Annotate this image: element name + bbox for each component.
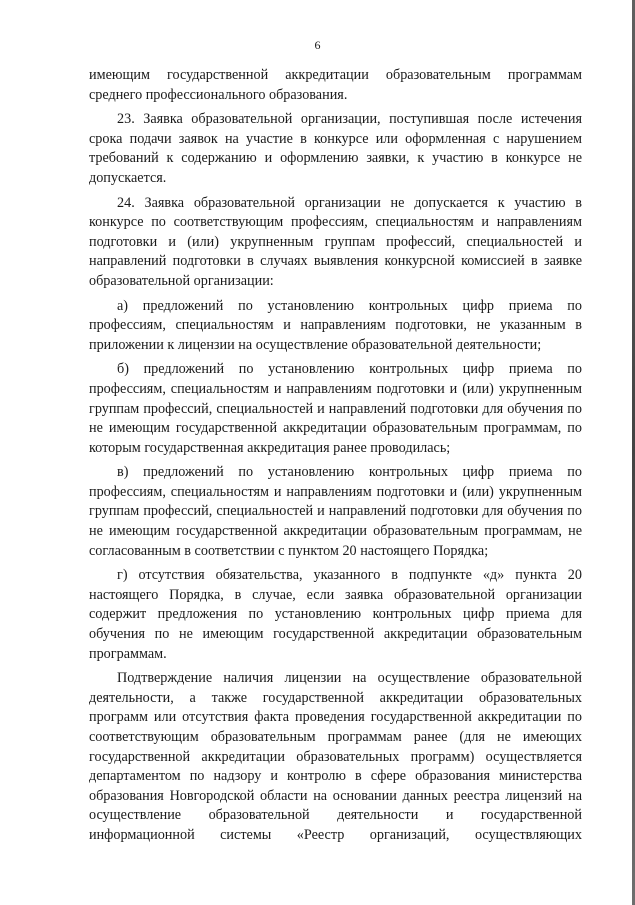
page-number: 6 — [314, 38, 321, 52]
paragraph-item-24: 24. Заявка образовательной организации не допускается к участию в конкурсе по соответствующим профессиям, специальностям и направлениям подготовки и (или) укрупненным группам профессий, специальностей и направлений подготовки в случаях выявления конкурсной комиссией в заявке образовательной организации: — [89, 194, 582, 289]
subparagraph-g: г) отсутствия обязательства, указанного в подпункте «д» пункта 20 настоящего Порядка, в случае, если заявка образовательной организации содержит предложения по установлению контрольных цифр приема для обучения по не имеющим государственной аккредитации образовательным программам. — [89, 567, 582, 662]
paragraph-item-23: 23. Заявка образовательной организации, поступившая после истечения срока подачи заявок на участие в конкурсе или оформленная с нарушением требований к содержанию и оформлению заявки, к участию в конкурсе не допускается. — [89, 111, 582, 186]
paragraph-confirmation: Подтверждение наличия лицензии на осуществление образовательной деятельности, а также государственной аккредитации образовательных программ или отсутствия факта проведения государственной аккредитации по соответствующим образовательным программам ранее (для не имеющих государственной аккредитации образовательных программ) осуществляется департаментом по надзору и контролю в сфере образования министерства образования Новгородской области на основании данных реестра лицензий на осуществление образовательной деятельности и государственной информационной системы «Реестр организаций, осуществляющих — [89, 670, 582, 843]
document-body — [89, 66, 582, 846]
paragraph-continuation: имеющим государственной аккредитации образовательным программам среднего профессионального образования. — [89, 67, 582, 103]
subparagraph-v: в) предложений по установлению контрольных цифр приема по профессиям, специальностям и направлениям подготовки и (или) укрупненным группам профессий, специальностей и направлений подготовки для обучения по не имеющим государственной аккредитации образовательным программам, не согласованным в соответствии с пунктом 20 настоящего Порядка; — [89, 464, 582, 559]
subparagraph-a: а) предложений по установлению контрольных цифр приема по профессиям, специальностям и направлениям подготовки, не указанным в приложении к лицензии на осуществление образовательной деятельности; — [89, 297, 582, 353]
subparagraph-b: б) предложений по установлению контрольных цифр приема по профессиям, специальностям и направлениям подготовки и (или) укрупненным группам профессий, специальностей и направлений подготовки для обучения по не имеющим государственной аккредитации образовательным программам, по которым государственная аккредитация ранее проводилась; — [89, 361, 582, 456]
